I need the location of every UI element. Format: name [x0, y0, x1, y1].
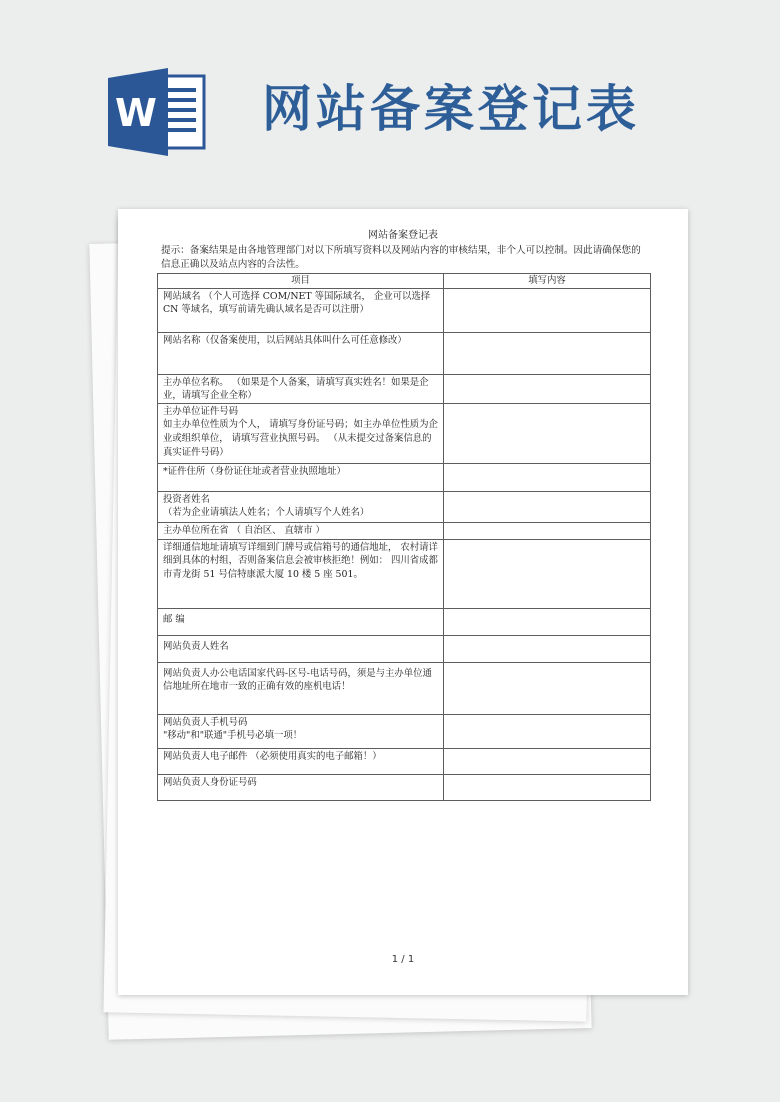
- row-label: 投资者姓名 （若为企业请填法人姓名；个人请填写个人姓名）: [158, 491, 444, 522]
- header-content: 填写内容: [444, 274, 651, 289]
- page-number: 1 / 1: [391, 954, 415, 965]
- row-value-cell[interactable]: [444, 662, 651, 714]
- row-value-cell[interactable]: [444, 403, 651, 463]
- row-label: 邮 编: [158, 608, 444, 635]
- row-label: 主办单位名称。 （如果是个人备案，请填写真实姓名！如果是企业，请填写企业全称）: [158, 374, 444, 403]
- table-row: [158, 403, 651, 463]
- table-header-row: [158, 274, 651, 289]
- row-value-cell[interactable]: [444, 635, 651, 662]
- table-row: [158, 608, 651, 635]
- header-item: 项目: [158, 274, 444, 289]
- row-value-cell[interactable]: [444, 491, 651, 522]
- row-label: 网站名称（仅备案使用，以后网站具体叫什么可任意修改）: [158, 332, 444, 374]
- row-value-cell[interactable]: [444, 332, 651, 374]
- row-label: 主办单位证件号码 如主办单位性质为个人， 请填写身份证号码；如主办单位性质为企业或组织单位， 请填写营业执照号码。 （从未提交过备案信息的真实证件号码）: [158, 403, 444, 463]
- row-label: 网站负责人电子邮件 （必须使用真实的电子邮箱！）: [158, 748, 444, 774]
- document-page: [118, 209, 688, 995]
- table-row: [158, 332, 651, 374]
- row-label: 网站域名 （个人可选择 COM/NET 等国际域名， 企业可以选择 CN 等域名，填写前请先确认域名是否可以注册）: [158, 288, 444, 332]
- word-icon-letter: W: [115, 91, 157, 135]
- row-label: 网站负责人办公电话国家代码-区号-电话号码，须是与主办单位通信地址所在地市一致的正确有效的座机电话！: [158, 662, 444, 714]
- table-row: [158, 662, 651, 714]
- row-value-cell[interactable]: [444, 748, 651, 774]
- row-value-cell[interactable]: [444, 774, 651, 800]
- table-row: [158, 491, 651, 522]
- row-label: 主办单位所在省 （ 自治区、 直辖市 ）: [158, 522, 444, 539]
- row-label: 网站负责人身份证号码: [158, 774, 444, 800]
- row-value-cell[interactable]: [444, 608, 651, 635]
- table-row: [158, 288, 651, 332]
- registration-table: [157, 273, 651, 801]
- notice-text: 提示：备案结果是由各地管理部门对以下所填写资料以及网站内容的审核结果，非个人可以控制。因此请确保您的信息正确以及站点内容的合法性。: [161, 245, 641, 270]
- table-row: [158, 774, 651, 800]
- row-value-cell[interactable]: [444, 714, 651, 748]
- banner-title: 网站备案登记表: [262, 80, 640, 138]
- row-label: *证件住所（身份证住址或者营业执照地址）: [158, 463, 444, 491]
- row-value-cell[interactable]: [444, 522, 651, 539]
- table-row: [158, 748, 651, 774]
- document-title: 网站备案登记表: [368, 230, 438, 241]
- table-row: [158, 539, 651, 608]
- row-value-cell[interactable]: [444, 539, 651, 608]
- table-row: [158, 714, 651, 748]
- word-app-icon: [108, 68, 210, 156]
- row-value-cell[interactable]: [444, 288, 651, 332]
- row-value-cell[interactable]: [444, 374, 651, 403]
- table-row: [158, 374, 651, 403]
- row-label: 详细通信地址请填写详细到门牌号或信箱号的通信地址， 农村请详细到具体的村组，否则备案信息会被审核拒绝！例如： 四川省成都市青龙街 51 号信特康派大厦 10 楼 5 座 501。: [158, 539, 444, 608]
- table-row: [158, 635, 651, 662]
- row-label: 网站负责人姓名: [158, 635, 444, 662]
- table-row: [158, 522, 651, 539]
- table-row: [158, 463, 651, 491]
- row-value-cell[interactable]: [444, 463, 651, 491]
- row-label: 网站负责人手机号码 "移动"和"联通"手机号必填一项！: [158, 714, 444, 748]
